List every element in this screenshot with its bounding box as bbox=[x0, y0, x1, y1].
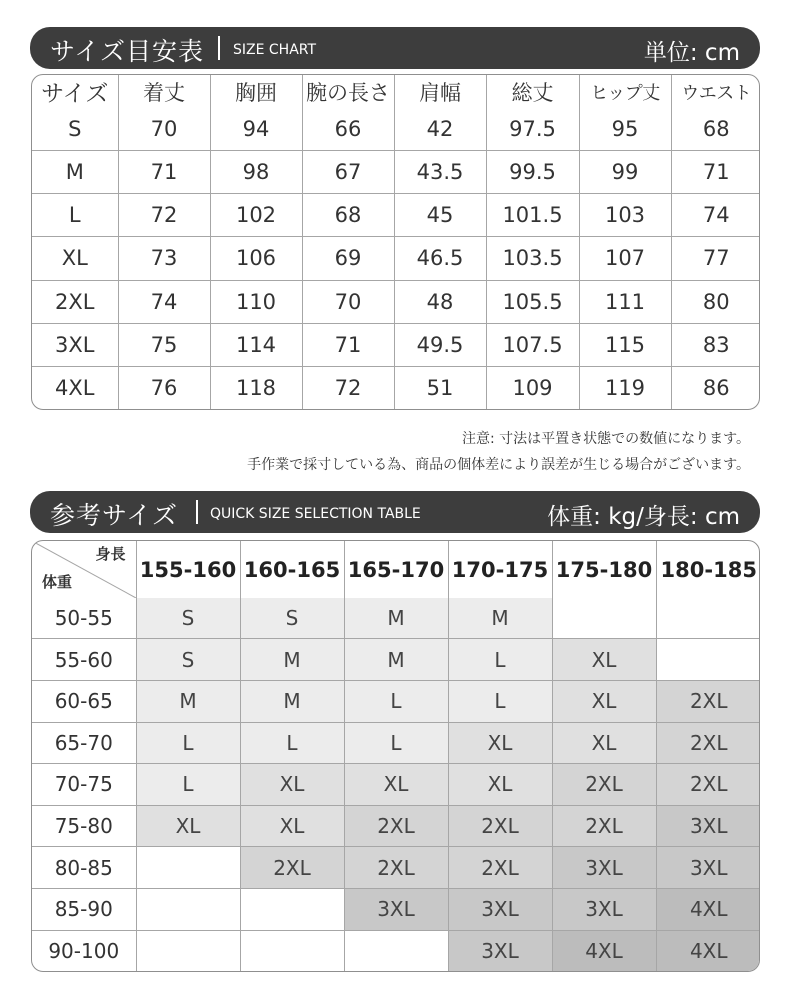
recommended-size-cell: 4XL bbox=[656, 889, 760, 931]
measurement-cell: 99 bbox=[579, 150, 671, 193]
recommended-size-cell bbox=[136, 889, 240, 931]
recommended-size-cell: S bbox=[240, 598, 344, 639]
size-label-cell: 2XL bbox=[32, 280, 118, 323]
measurement-cell: 103 bbox=[579, 194, 671, 237]
measurement-cell: 83 bbox=[671, 323, 760, 366]
height-header: 170-175 bbox=[448, 541, 552, 598]
measurement-cell: 70 bbox=[118, 108, 210, 150]
recommended-size-cell: L bbox=[344, 680, 448, 722]
measurement-cell: 76 bbox=[118, 367, 210, 409]
recommended-size-cell: 2XL bbox=[344, 847, 448, 889]
measurement-cell: 99.5 bbox=[486, 150, 579, 193]
measurement-cell: 74 bbox=[671, 194, 760, 237]
recommended-size-cell: XL bbox=[552, 639, 656, 681]
measurement-cell: 71 bbox=[302, 323, 394, 366]
size-row bbox=[32, 108, 760, 150]
height-header: 165-170 bbox=[344, 541, 448, 598]
weight-label-cell: 55-60 bbox=[32, 639, 136, 681]
measurement-cell: 42 bbox=[394, 108, 486, 150]
banner-separator bbox=[196, 500, 198, 524]
recommended-size-cell: 2XL bbox=[344, 805, 448, 847]
size-chart-table bbox=[32, 75, 760, 409]
recommended-size-cell: L bbox=[136, 722, 240, 764]
measurement-cell: 106 bbox=[210, 237, 302, 280]
measurement-cell: 72 bbox=[302, 367, 394, 409]
measurement-cell: 80 bbox=[671, 280, 760, 323]
recommended-size-cell bbox=[552, 598, 656, 639]
reference-size-subtitle: QUICK SIZE SELECTION TABLE bbox=[210, 506, 421, 522]
corner-height-label: 身長 bbox=[95, 545, 126, 563]
recommended-size-cell: M bbox=[240, 680, 344, 722]
size-chart-subtitle: SIZE CHART bbox=[233, 42, 317, 58]
header-length: 着丈 bbox=[118, 75, 210, 108]
size-label-cell: 3XL bbox=[32, 323, 118, 366]
measurement-cell: 48 bbox=[394, 280, 486, 323]
reference-row bbox=[32, 598, 760, 639]
size-chart-header-row bbox=[32, 75, 760, 108]
recommended-size-cell: XL bbox=[240, 805, 344, 847]
reference-row bbox=[32, 805, 760, 847]
notes bbox=[247, 426, 750, 478]
measurement-cell: 75 bbox=[118, 323, 210, 366]
size-row bbox=[32, 367, 760, 409]
reference-row bbox=[32, 889, 760, 931]
recommended-size-cell: M bbox=[136, 680, 240, 722]
header-waist: ウエスト bbox=[671, 75, 760, 108]
recommended-size-cell: 3XL bbox=[552, 847, 656, 889]
recommended-size-cell bbox=[136, 847, 240, 889]
weight-label-cell: 75-80 bbox=[32, 805, 136, 847]
recommended-size-cell bbox=[656, 639, 760, 681]
reference-size-table bbox=[32, 541, 760, 971]
measurement-cell: 97.5 bbox=[486, 108, 579, 150]
measurement-cell: 43.5 bbox=[394, 150, 486, 193]
recommended-size-cell: 2XL bbox=[448, 847, 552, 889]
header-shoulder: 肩幅 bbox=[394, 75, 486, 108]
measurement-cell: 94 bbox=[210, 108, 302, 150]
measurement-cell: 70 bbox=[302, 280, 394, 323]
header-sleeve: 腕の長さ bbox=[302, 75, 394, 108]
measurement-cell: 86 bbox=[671, 367, 760, 409]
recommended-size-cell: 2XL bbox=[656, 764, 760, 806]
size-row bbox=[32, 280, 760, 323]
size-row bbox=[32, 323, 760, 366]
reference-row bbox=[32, 930, 760, 971]
size-label-cell: L bbox=[32, 194, 118, 237]
measurement-cell: 101.5 bbox=[486, 194, 579, 237]
measurement-cell: 45 bbox=[394, 194, 486, 237]
measurement-cell: 49.5 bbox=[394, 323, 486, 366]
measurement-cell: 69 bbox=[302, 237, 394, 280]
height-header: 155-160 bbox=[136, 541, 240, 598]
size-label-cell: S bbox=[32, 108, 118, 150]
recommended-size-cell: 3XL bbox=[656, 847, 760, 889]
measurement-cell: 98 bbox=[210, 150, 302, 193]
size-chart-table-frame bbox=[31, 74, 760, 410]
measurement-cell: 68 bbox=[671, 108, 760, 150]
recommended-size-cell: L bbox=[240, 722, 344, 764]
recommended-size-cell: 2XL bbox=[656, 722, 760, 764]
reference-row bbox=[32, 639, 760, 681]
recommended-size-cell: L bbox=[448, 680, 552, 722]
recommended-size-cell bbox=[240, 930, 344, 971]
recommended-size-cell: XL bbox=[448, 722, 552, 764]
header-size: サイズ bbox=[32, 75, 118, 108]
corner-weight-label: 体重 bbox=[42, 573, 73, 591]
measurement-cell: 102 bbox=[210, 194, 302, 237]
size-label-cell: XL bbox=[32, 237, 118, 280]
size-chart-unit: 単位: cm bbox=[643, 40, 740, 66]
recommended-size-cell: XL bbox=[448, 764, 552, 806]
measurement-cell: 51 bbox=[394, 367, 486, 409]
measurement-cell: 73 bbox=[118, 237, 210, 280]
recommended-size-cell: M bbox=[448, 598, 552, 639]
recommended-size-cell: S bbox=[136, 598, 240, 639]
weight-label-cell: 70-75 bbox=[32, 764, 136, 806]
note-line: 注意: 寸法は平置き状態での数値になります。 bbox=[461, 431, 750, 447]
recommended-size-cell: 3XL bbox=[552, 889, 656, 931]
reference-row bbox=[32, 847, 760, 889]
measurement-cell: 105.5 bbox=[486, 280, 579, 323]
measurement-cell: 103.5 bbox=[486, 237, 579, 280]
measurement-cell: 111 bbox=[579, 280, 671, 323]
recommended-size-cell: 2XL bbox=[448, 805, 552, 847]
recommended-size-cell: XL bbox=[344, 764, 448, 806]
weight-label-cell: 50-55 bbox=[32, 598, 136, 639]
size-row bbox=[32, 150, 760, 193]
recommended-size-cell: XL bbox=[552, 722, 656, 764]
weight-label-cell: 85-90 bbox=[32, 889, 136, 931]
recommended-size-cell bbox=[136, 930, 240, 971]
size-label-cell: 4XL bbox=[32, 367, 118, 409]
corner-cell bbox=[32, 541, 136, 598]
banner-separator bbox=[218, 36, 220, 60]
recommended-size-cell: 3XL bbox=[448, 889, 552, 931]
measurement-cell: 119 bbox=[579, 367, 671, 409]
recommended-size-cell: M bbox=[344, 639, 448, 681]
recommended-size-cell: 4XL bbox=[552, 930, 656, 971]
measurement-cell: 109 bbox=[486, 367, 579, 409]
recommended-size-cell: 3XL bbox=[344, 889, 448, 931]
measurement-cell: 118 bbox=[210, 367, 302, 409]
reference-size-table-frame bbox=[31, 540, 760, 972]
header-total-length: 総丈 bbox=[486, 75, 579, 108]
height-header: 175-180 bbox=[552, 541, 656, 598]
measurement-cell: 46.5 bbox=[394, 237, 486, 280]
height-header: 160-165 bbox=[240, 541, 344, 598]
recommended-size-cell bbox=[240, 889, 344, 931]
recommended-size-cell: L bbox=[448, 639, 552, 681]
recommended-size-cell: L bbox=[344, 722, 448, 764]
recommended-size-cell: 2XL bbox=[656, 680, 760, 722]
weight-label-cell: 80-85 bbox=[32, 847, 136, 889]
size-chart-title: サイズ目安表 bbox=[50, 37, 205, 66]
reference-size-banner bbox=[30, 491, 760, 533]
measurement-cell: 67 bbox=[302, 150, 394, 193]
weight-label-cell: 65-70 bbox=[32, 722, 136, 764]
recommended-size-cell: XL bbox=[552, 680, 656, 722]
measurement-cell: 68 bbox=[302, 194, 394, 237]
note-line: 手作業で採寸している為、商品の個体差により誤差が生じる場合がございます。 bbox=[247, 457, 750, 473]
measurement-cell: 114 bbox=[210, 323, 302, 366]
size-row bbox=[32, 237, 760, 280]
weight-label-cell: 90-100 bbox=[32, 930, 136, 971]
measurement-cell: 74 bbox=[118, 280, 210, 323]
recommended-size-cell: S bbox=[136, 639, 240, 681]
reference-row bbox=[32, 722, 760, 764]
reference-row bbox=[32, 680, 760, 722]
weight-label-cell: 60-65 bbox=[32, 680, 136, 722]
recommended-size-cell: 2XL bbox=[552, 805, 656, 847]
recommended-size-cell bbox=[344, 930, 448, 971]
recommended-size-cell: 2XL bbox=[240, 847, 344, 889]
size-row bbox=[32, 194, 760, 237]
measurement-cell: 66 bbox=[302, 108, 394, 150]
recommended-size-cell: 2XL bbox=[552, 764, 656, 806]
recommended-size-cell: L bbox=[136, 764, 240, 806]
header-chest: 胸囲 bbox=[210, 75, 302, 108]
measurement-cell: 71 bbox=[671, 150, 760, 193]
measurement-cell: 71 bbox=[118, 150, 210, 193]
measurement-cell: 77 bbox=[671, 237, 760, 280]
recommended-size-cell: M bbox=[240, 639, 344, 681]
size-label-cell: M bbox=[32, 150, 118, 193]
reference-header-row bbox=[32, 541, 760, 598]
recommended-size-cell: 4XL bbox=[656, 930, 760, 971]
reference-row bbox=[32, 764, 760, 806]
measurement-cell: 107 bbox=[579, 237, 671, 280]
recommended-size-cell: 3XL bbox=[656, 805, 760, 847]
measurement-cell: 110 bbox=[210, 280, 302, 323]
size-chart-banner bbox=[30, 27, 760, 69]
recommended-size-cell bbox=[656, 598, 760, 639]
measurement-cell: 115 bbox=[579, 323, 671, 366]
recommended-size-cell: M bbox=[344, 598, 448, 639]
reference-size-title: 参考サイズ bbox=[50, 501, 179, 530]
recommended-size-cell: 3XL bbox=[448, 930, 552, 971]
header-hip: ヒップ丈 bbox=[579, 75, 671, 108]
measurement-cell: 72 bbox=[118, 194, 210, 237]
recommended-size-cell: XL bbox=[240, 764, 344, 806]
measurement-cell: 95 bbox=[579, 108, 671, 150]
reference-size-unit: 体重: kg/身長: cm bbox=[547, 504, 740, 530]
measurement-cell: 107.5 bbox=[486, 323, 579, 366]
height-header: 180-185 bbox=[656, 541, 760, 598]
recommended-size-cell: XL bbox=[136, 805, 240, 847]
